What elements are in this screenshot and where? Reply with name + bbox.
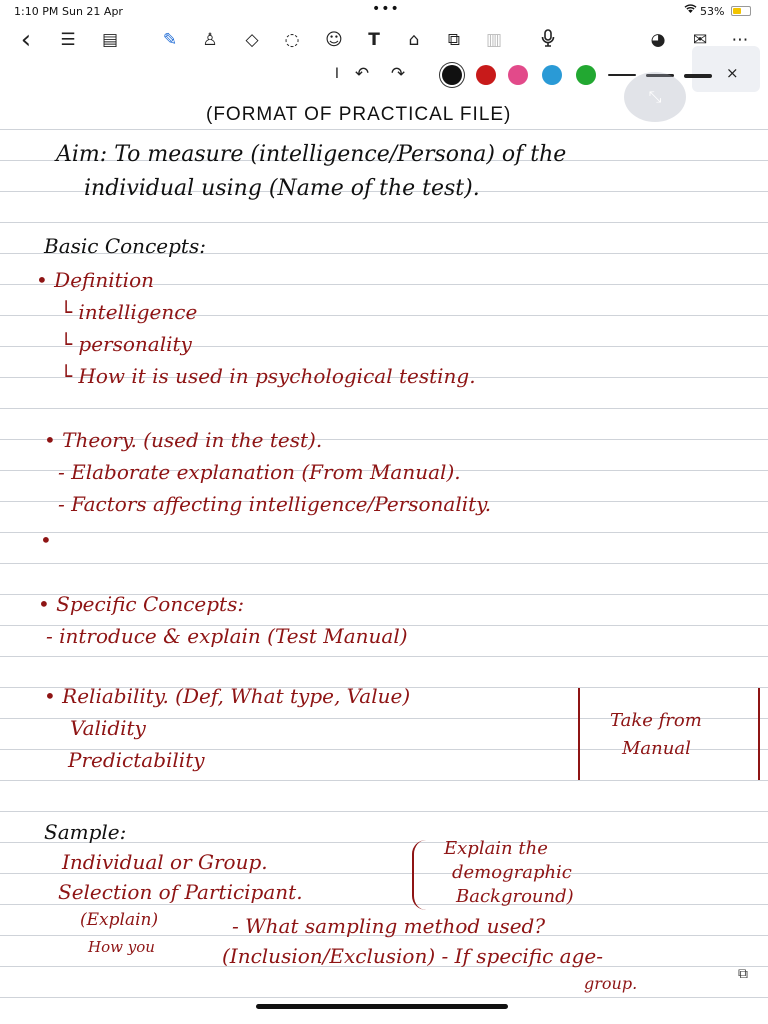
list-icon: ☰ [60, 30, 76, 50]
multitasking-dots[interactable]: ••• [372, 1, 400, 17]
back-button[interactable] [12, 26, 40, 54]
image-icon: ⧉ [447, 30, 461, 50]
bc-personality: └ personality [60, 332, 192, 356]
close-icon[interactable]: × [726, 64, 739, 82]
status-date: Sun 21 Apr [62, 5, 123, 18]
ruler-tool-button[interactable] [480, 26, 508, 54]
demo-background: Background) [456, 886, 574, 907]
ruler-icon: ▥ [485, 30, 503, 50]
bc-definition: • Definition [36, 268, 154, 292]
sampling-method: - What sampling method used? [232, 914, 546, 938]
color-swatch-black[interactable] [442, 65, 462, 85]
shape-icon: ⌂ [408, 30, 420, 50]
pen-tool-button[interactable] [156, 26, 184, 54]
outline-button[interactable] [54, 26, 82, 54]
reliability-line: • Reliability. (Def, What type, Value) [44, 684, 411, 708]
highlighter-icon: ♙ [202, 30, 218, 50]
bc-psych-testing: └ How it is used in psychological testing. [60, 364, 476, 388]
palette-button[interactable] [644, 26, 672, 54]
undo-button[interactable] [348, 62, 376, 86]
validity-line: Validity [70, 716, 146, 740]
sample-heading: Sample: [44, 820, 127, 844]
pen-style-button[interactable] [330, 62, 344, 86]
undo-icon: ↶ [354, 64, 370, 84]
status-bar [0, 0, 768, 22]
document-button[interactable] [96, 26, 124, 54]
ai-assistant-button[interactable] [686, 26, 714, 54]
back-icon: ‹ [20, 25, 32, 55]
sample-individual: Individual or Group. [62, 850, 268, 874]
more-icon: ⋯ [731, 30, 749, 50]
microphone-button[interactable] [534, 26, 562, 54]
palette-icon: ◕ [650, 30, 666, 50]
take-from-line: Take from [610, 710, 702, 731]
main-toolbar [0, 22, 768, 58]
eraser-icon: ◇ [245, 30, 259, 50]
battery-fill [733, 8, 741, 14]
redo-button[interactable] [384, 62, 412, 86]
collapse-icon: ⤡ [648, 87, 662, 106]
collapse-toolbar-button[interactable] [624, 72, 686, 122]
sample-explain: (Explain) [80, 910, 159, 930]
theory-factors: - Factors affecting intelligence/Personality. [58, 492, 492, 516]
chat-icon: ✉ [692, 30, 708, 50]
demo-demographic: demographic [452, 862, 572, 883]
color-swatch-red[interactable] [476, 65, 496, 85]
battery-percent: 53% [700, 5, 725, 18]
specific-concepts-heading: • Specific Concepts: [38, 592, 245, 616]
aim-line-2: individual using (Name of the test). [84, 176, 480, 201]
bc-intelligence: └ intelligence [60, 300, 198, 324]
microphone-icon [541, 29, 555, 52]
text-icon: T [368, 30, 380, 50]
battery-icon [731, 6, 751, 16]
color-swatch-pink[interactable] [508, 65, 528, 85]
sample-how-you: How you [88, 938, 155, 956]
shape-tool-button[interactable] [400, 26, 428, 54]
basic-concepts-heading: Basic Concepts: [44, 234, 206, 258]
pen-icon: ✎ [162, 30, 178, 50]
theory-heading: • Theory. (used in the test). [44, 428, 323, 452]
age-group: group. [584, 974, 638, 993]
text-tool-button[interactable] [360, 26, 388, 54]
predictability-line: Predictability [68, 748, 205, 772]
image-tool-button[interactable] [440, 26, 468, 54]
empty-bullet: • [40, 528, 52, 552]
aim-line-1: Aim: To measure (intelligence/Persona) of the [56, 142, 567, 167]
pen-style-icon: I [334, 66, 340, 82]
sample-selection: Selection of Participant. [58, 880, 303, 904]
manual-bracket [578, 688, 760, 780]
lasso-tool-button[interactable] [278, 26, 306, 54]
inclusion-exclusion: (Inclusion/Exclusion) - If specific age- [222, 944, 603, 968]
demo-explain: Explain the [444, 838, 548, 859]
sticker-tool-button[interactable] [320, 26, 348, 54]
wifi-icon [684, 3, 697, 17]
note-title: (FORMAT OF PRACTICAL FILE) [206, 104, 512, 125]
document-icon: ▤ [101, 30, 119, 50]
home-indicator[interactable] [256, 1004, 508, 1009]
specific-introduce: - introduce & explain (Test Manual) [46, 624, 408, 648]
sticker-icon: ☺ [325, 30, 343, 50]
color-swatch-green[interactable] [576, 65, 596, 85]
note-page[interactable] [0, 92, 768, 1012]
eraser-tool-button[interactable] [238, 26, 266, 54]
stroke-thin[interactable] [608, 74, 636, 76]
stroke-thick[interactable] [684, 74, 712, 78]
page-thumbnail-icon[interactable]: ⧉ [738, 966, 748, 982]
manual-line: Manual [622, 738, 691, 759]
more-button[interactable] [726, 26, 754, 54]
highlighter-tool-button[interactable] [196, 26, 224, 54]
redo-icon: ↷ [390, 64, 406, 84]
color-swatch-blue[interactable] [542, 65, 562, 85]
status-time: 1:10 PM [14, 5, 59, 18]
theory-elaborate: - Elaborate explanation (From Manual). [58, 460, 461, 484]
lasso-icon: ◌ [284, 30, 300, 50]
